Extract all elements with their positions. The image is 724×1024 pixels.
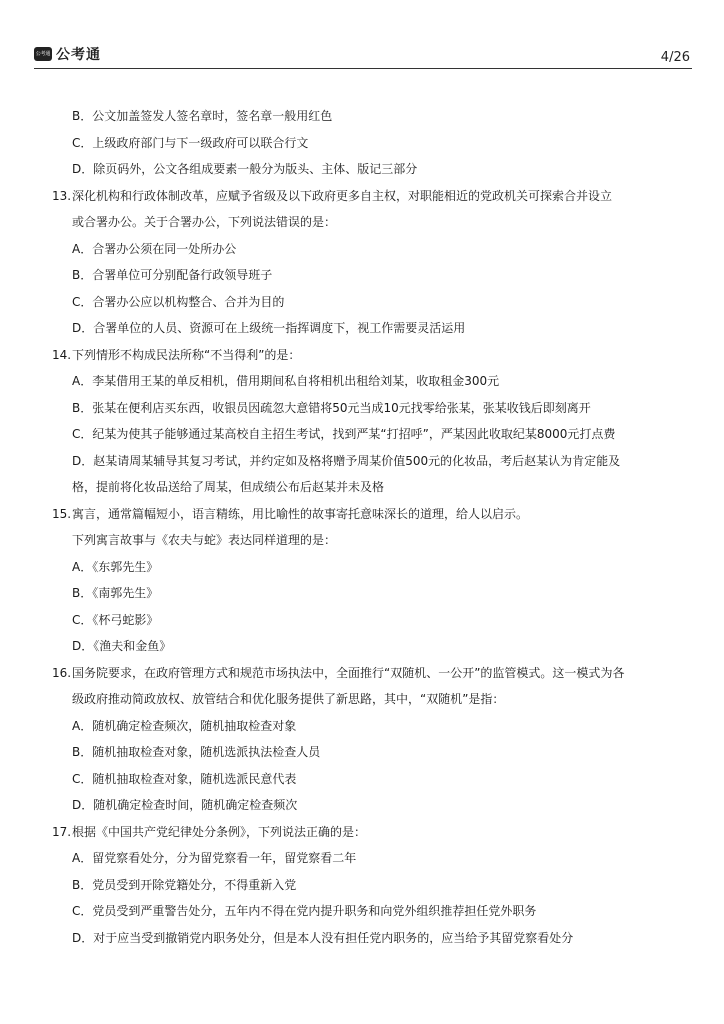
answer-option: A．李某借用王某的单反相机，借用期间私自将相机出租给刘某，收取租金300元 (72, 374, 500, 388)
answer-option: C．合署办公应以机构整合、合并为目的 (72, 294, 285, 309)
question-stem (52, 501, 692, 528)
question-text: 国务院要求，在政府管理方式和规范市场执法中，全面推行“双随机、一公开”的监管模式。这一模式为各 (72, 665, 625, 680)
answer-option: C．纪某为使其子能够通过某高校自主招生考试，找到严某“打招呼”，严某因此收取纪某8000元打点费 (72, 427, 616, 441)
question-text: 寓言，通常篇幅短小，语言精练，用比喻性的故事寄托意味深长的道理，给人以启示。 (72, 506, 529, 521)
answer-option: B．合署单位可分别配备行政领导班子 (72, 268, 273, 282)
logo-badge-icon (34, 47, 52, 61)
answer-option: C．上级政府部门与下一级政府可以联合行文 (72, 135, 309, 150)
answer-option: B．公文加盖签发人签名章时，签名章一般用红色 (72, 109, 333, 123)
question-content (52, 103, 692, 951)
question-stem (52, 183, 692, 210)
question-text: 深化机构和行政体制改革，应赋予省级及以下政府更多自主权，对职能相近的党政机关可探索合并设立 (72, 188, 613, 203)
question-text-continued: 格，提前将化妆品送给了周某，但成绩公布后赵某并未及格 (72, 480, 385, 494)
answer-option: B．党员受到开除党籍处分，不得重新入党 (72, 877, 297, 892)
question-text-continued: 或合署办公。关于合署办公，下列说法错误的是： (72, 215, 337, 229)
answer-option: D．赵某请周某辅导其复习考试，并约定如及格将赠予周某价值500元的化妆品，考后赵某认为肯定能及 (72, 453, 621, 468)
answer-option: A．合署办公须在同一处所办公 (72, 241, 237, 256)
question-number: 13. (52, 188, 72, 203)
answer-option: D．《渔夫和金鱼》 (72, 639, 172, 653)
answer-option: C．党员受到严重警告处分，五年内不得在党内提升职务和向党外组织推荐担任党外职务 (72, 904, 537, 918)
question-stem (52, 660, 692, 687)
question-text-continued: 级政府推动简政放权、放管结合和优化服务提供了新思路，其中，“双随机”是指： (72, 692, 505, 706)
question-number: 14. (52, 347, 72, 362)
answer-option: B．随机抽取检查对象，随机选派执法检查人员 (72, 745, 321, 759)
answer-option: D．合署单位的人员、资源可在上级统一指挥调度下，视工作需要灵活运用 (72, 321, 466, 335)
question-text-continued: 下列寓言故事与《农夫与蛇》表达同样道理的是： (72, 533, 337, 547)
answer-option: D．除页码外，公文各组成要素一般分为版头、主体、版记三部分 (72, 162, 418, 176)
answer-option: D．对于应当受到撤销党内职务处分，但是本人没有担任党内职务的，应当给予其留党察看处分 (72, 930, 574, 945)
question-stem (52, 342, 692, 369)
question-stem (52, 819, 692, 846)
answer-option: C．《杯弓蛇影》 (72, 612, 159, 627)
answer-option: C．随机抽取检查对象，随机选派民意代表 (72, 771, 297, 786)
answer-option: B．张某在便利店买东西，收银员因疏忽大意错将50元当成10元找零给张某，张某收钱后即刻离开 (72, 400, 591, 415)
question-number: 17. (52, 824, 72, 839)
answer-option: A．随机确定检查频次，随机抽取检查对象 (72, 718, 297, 733)
question-number: 16. (52, 665, 72, 680)
logo-badge-text: 公考通 (35, 50, 51, 57)
answer-option: A．留党察看处分，分为留党察看一年，留党察看二年 (72, 851, 357, 865)
question-text: 根据《中国共产党纪律处分条例》，下列说法正确的是： (72, 824, 367, 839)
page-header (34, 42, 692, 69)
answer-option: D．随机确定检查时间，随机确定检查频次 (72, 798, 298, 812)
logo-text: 公考通 (56, 47, 101, 63)
answer-option: B．《南郭先生》 (72, 586, 159, 600)
question-number: 15. (52, 506, 72, 521)
answer-option: A．《东郭先生》 (72, 559, 159, 574)
question-text: 下列情形不构成民法所称“不当得利”的是： (72, 347, 301, 362)
logo (34, 44, 101, 64)
page-number: 4/26 (660, 50, 690, 65)
